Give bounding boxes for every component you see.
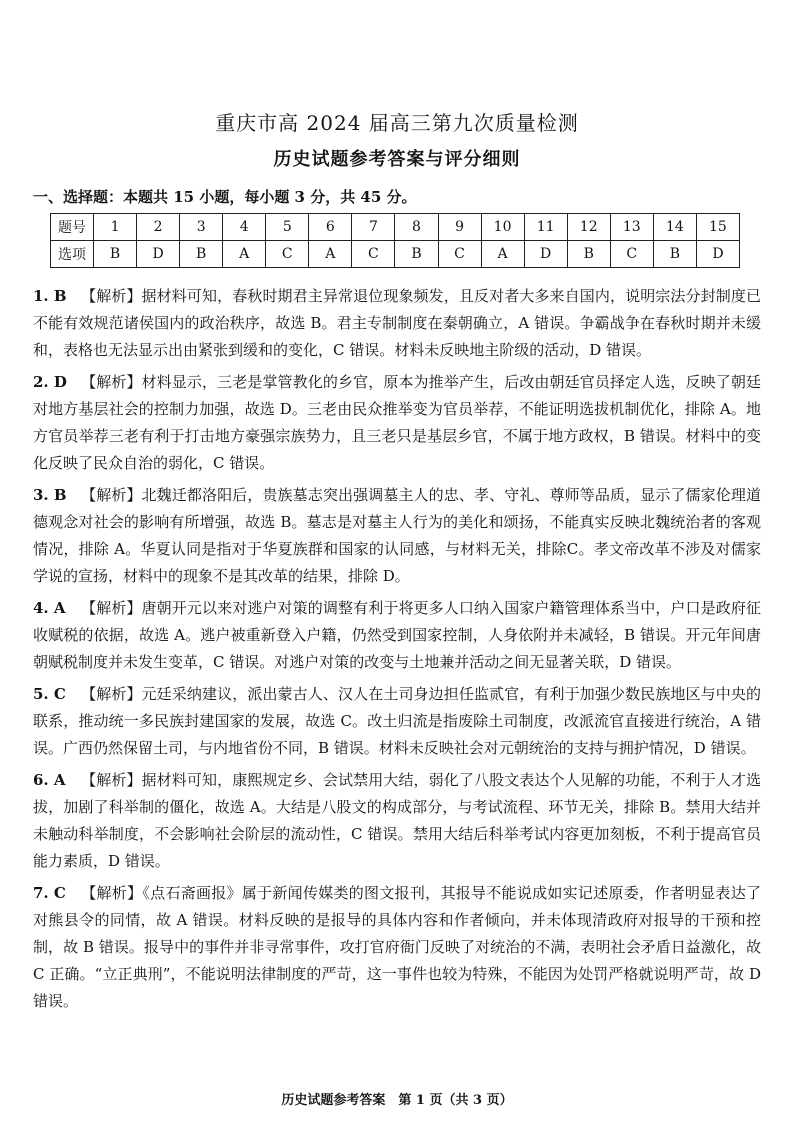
explanation-item — [33, 369, 761, 477]
answer-row — [51, 241, 740, 268]
question-answer-label: 3. B — [33, 486, 67, 504]
answer-cell: A — [481, 241, 524, 268]
answer-cell: D — [137, 241, 180, 268]
answer-table — [50, 213, 740, 268]
explanation-text: 【解析】北魏迁都洛阳后，贵族墓志突出强调墓主人的忠、孝、守礼、尊师等品质，显示了儒家伦理道德观念对社会的影响有所增强，故选 B。墓志是对墓主人行为的美化和颂扬，不能真实反映北魏统治者的客观情况，排除 A。华夏认同是指对于华夏族群和国家的认同感，与材料无关，排除C。孝文帝改革不涉及对儒家学说的宣扬，材料中的现象不是其改革的结果，排除 D。 — [33, 486, 761, 585]
page-title: 重庆市高 2024 届高三第九次质量检测 — [215, 111, 579, 135]
explanation-text: 【解析】元廷采纳建议，派出蒙古人、汉人在土司身边担任监贰官，有利于加强少数民族地区与中央的联系，推动统一多民族封建国家的发展，故选 C。改土归流是指废除土司制度，改派流官直接进行统治，A 错误。广西仍然保留土司，与内地省份不同，B 错误。材料未反映社会对元朝统治的支持与拥护情况，D 错误。 — [33, 685, 761, 757]
question-answer-label: 2. D — [33, 373, 67, 391]
question-number-cell: 3 — [180, 214, 223, 241]
explanation-item — [33, 880, 761, 1015]
explanation-item — [33, 283, 761, 364]
explanation-item — [33, 767, 761, 875]
answer-cell: D — [524, 241, 567, 268]
question-number-cell: 6 — [309, 214, 352, 241]
explanation-text: 【解析】《点石斋画报》属于新闻传媒类的图文报刊，其报导不能说成如实记述原委，作者明显表达了对熊县令的同情，故 A 错误。材料反映的是报导的具体内容和作者倾向，并未体现清政府对报导的干预和控制，故 B 错误。报导中的事件并非寻常事件，攻打官府衙门反映了对统治的不满，表明社会矛盾日益激化，故 C 正确。“立正典刑”，不能说明法律制度的严苛，这一事件也较为特殊，不能因为处罚严格就说明严苛，故 D 错误。 — [33, 884, 761, 1010]
question-answer-label: 6. A — [33, 771, 66, 789]
question-number-cell: 11 — [524, 214, 567, 241]
answer-cell: C — [266, 241, 309, 268]
explanation-text: 【解析】据材料可知，康熙规定乡、会试禁用大结，弱化了八股文表达个人见解的功能，不利于人才选拔，加剧了科举制的僵化，故选 A。大结是八股文的构成部分，与考试流程、环节无关，排除 B。禁用大结并未触动科举制度，不会影响社会阶层的流动性，C 错误。禁用大结后科举考试内容更加刻板，不利于提高官员能力素质，D 错误。 — [33, 771, 761, 870]
answer-cell: B — [567, 241, 610, 268]
question-answer-label: 4. A — [33, 599, 66, 617]
question-answer-label: 1. B — [33, 287, 67, 305]
answer-cell: D — [696, 241, 739, 268]
question-number-cell: 7 — [352, 214, 395, 241]
explanation-item — [33, 595, 761, 676]
question-number-cell: 9 — [438, 214, 481, 241]
row-label-question-number: 题号 — [51, 214, 94, 241]
question-number-row — [51, 214, 740, 241]
explanation-list — [33, 283, 761, 1020]
section-heading: 一、选择题：本题共 15 小题，每小题 3 分，共 45 分。 — [33, 188, 417, 206]
question-number-cell: 12 — [567, 214, 610, 241]
explanation-item — [33, 482, 761, 590]
question-answer-label: 7. C — [33, 884, 66, 902]
question-number-cell: 8 — [395, 214, 438, 241]
answer-cell: B — [653, 241, 696, 268]
answer-cell: A — [223, 241, 266, 268]
question-number-cell: 2 — [137, 214, 180, 241]
explanation-item — [33, 681, 761, 762]
page-subtitle: 历史试题参考答案与评分细则 — [273, 149, 521, 170]
question-number-cell: 5 — [266, 214, 309, 241]
answer-cell: B — [180, 241, 223, 268]
question-number-cell: 10 — [481, 214, 524, 241]
answer-cell: C — [610, 241, 653, 268]
row-label-answer: 选项 — [51, 241, 94, 268]
answer-cell: B — [395, 241, 438, 268]
answer-cell: B — [94, 241, 137, 268]
question-number-cell: 1 — [94, 214, 137, 241]
question-number-cell: 14 — [653, 214, 696, 241]
answer-cell: C — [352, 241, 395, 268]
question-number-cell: 13 — [610, 214, 653, 241]
explanation-text: 【解析】据材料可知，春秋时期君主异常退位现象频发，且反对者大多来自国内，说明宗法分封制度已不能有效规范诸侯国内的政治秩序，故选 B。君主专制制度在秦朝确立，A 错误。争霸战争在春秋时期并未缓和，表格也无法显示出由紧张到缓和的变化，C 错误。材料未反映地主阶级的活动，D 错误。 — [33, 287, 761, 359]
explanation-text: 【解析】材料显示，三老是掌管教化的乡官，原本为推举产生，后改由朝廷官员择定人选，反映了朝廷对地方基层社会的控制力加强，故选 D。三老由民众推举变为官员举荐，不能证明选拔机制优化，排除 A。地方官员举荐三老有利于打击地方豪强宗族势力，且三老只是基层乡官，不属于地方政权，B 错误。材料中的变化反映了民众自治的弱化，C 错误。 — [33, 373, 761, 472]
answer-cell: A — [309, 241, 352, 268]
question-number-cell: 4 — [223, 214, 266, 241]
question-number-cell: 15 — [696, 214, 739, 241]
explanation-text: 【解析】唐朝开元以来对逃户对策的调整有利于将更多人口纳入国家户籍管理体系当中，户口是政府征收赋税的依据，故选 A。逃户被重新登入户籍，仍然受到国家控制，人身依附并未减轻，B 错误。开元年间唐朝赋税制度并未发生变革，C 错误。对逃户对策的改变与土地兼并活动之间无显著关联，D 错误。 — [33, 599, 761, 671]
page-footer: 历史试题参考答案 第 1 页（共 3 页） — [281, 1093, 513, 1108]
question-answer-label: 5. C — [33, 685, 66, 703]
answer-cell: C — [438, 241, 481, 268]
